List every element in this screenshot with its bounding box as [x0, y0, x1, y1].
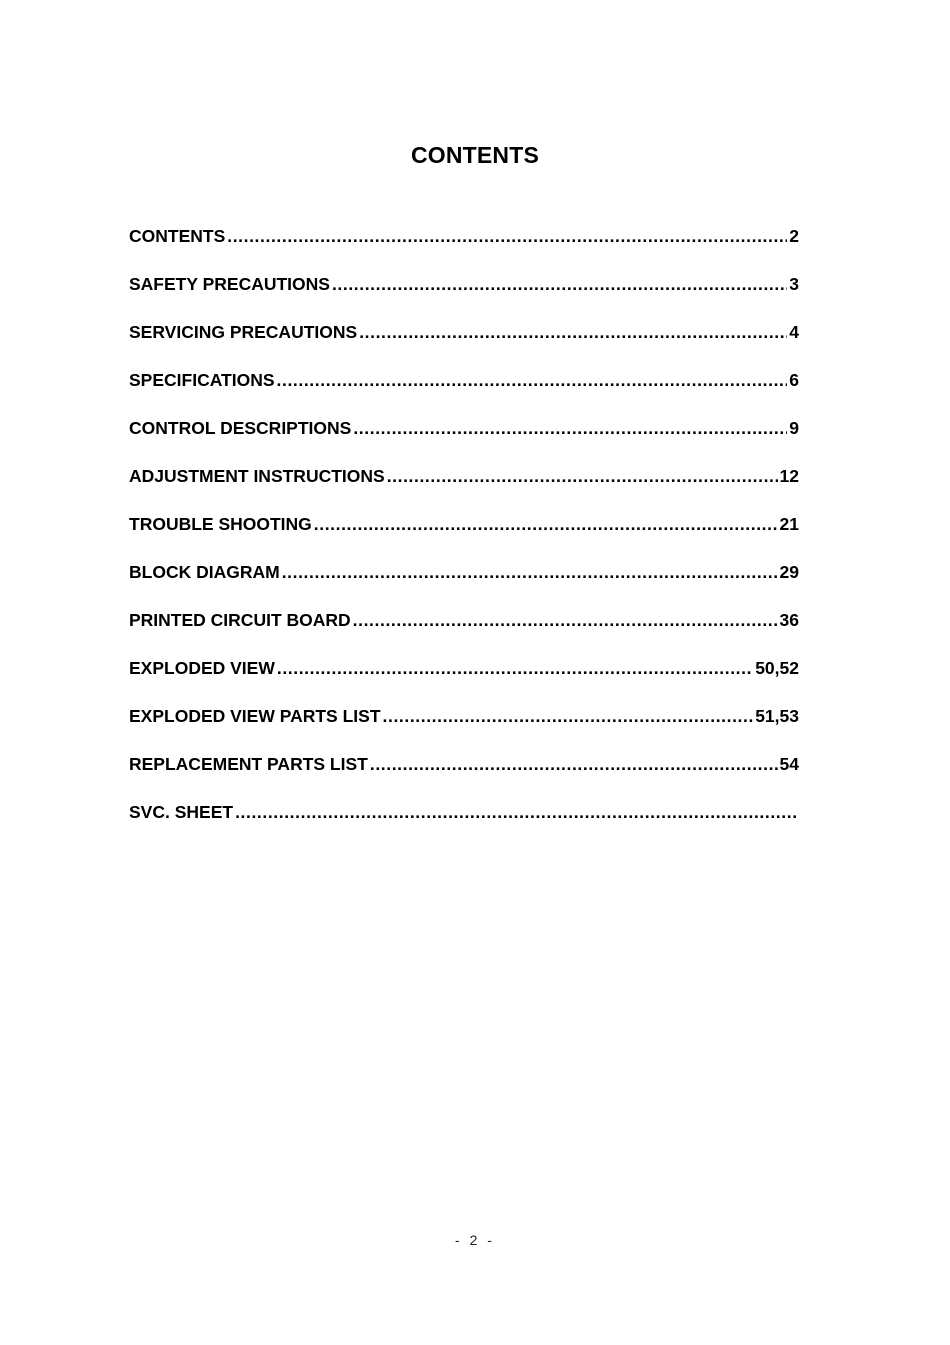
toc-entry-page: 4	[789, 322, 799, 342]
toc-entry-page: 9	[789, 418, 799, 438]
toc-entry-page: 36	[779, 610, 799, 630]
toc-leader-dots	[282, 562, 778, 583]
toc-entry-label: SERVICING PRECAUTIONS	[129, 322, 358, 342]
toc-leader-dots	[235, 802, 797, 823]
toc-entry-label: REPLACEMENT PARTS LIST	[129, 754, 368, 774]
toc-entry-label: EXPLODED VIEW	[129, 658, 275, 678]
toc-entry-label: PRINTED CIRCUIT BOARD	[129, 610, 351, 630]
toc-entry-page: 50,52	[755, 658, 799, 678]
toc-entry-page: 51,53	[755, 706, 799, 726]
toc-leader-dots	[332, 274, 787, 295]
toc-entry-label: BLOCK DIAGRAM	[129, 562, 280, 582]
toc-leader-dots	[387, 466, 778, 487]
toc-entry-page: 12	[779, 466, 799, 486]
toc-leader-dots	[227, 226, 787, 247]
table-of-contents	[129, 226, 799, 850]
toc-entry-page: 29	[779, 562, 799, 582]
toc-entry-exploded-view-parts-list[interactable]	[129, 706, 799, 754]
toc-entry-page: 2	[789, 226, 799, 246]
toc-entry-label: CONTROL DESCRIPTIONS	[129, 418, 352, 438]
toc-entry-page: 6	[789, 370, 799, 390]
toc-entry-label: SVC. SHEET	[129, 802, 234, 822]
toc-entry-block-diagram[interactable]	[129, 562, 799, 610]
toc-entry-trouble-shooting[interactable]	[129, 514, 799, 562]
toc-entry-page: 54	[779, 754, 799, 774]
toc-entry-label: TROUBLE SHOOTING	[129, 514, 312, 534]
toc-entry-contents[interactable]	[129, 226, 799, 274]
toc-entry-control-descriptions[interactable]	[129, 418, 799, 466]
toc-leader-dots	[383, 706, 754, 727]
toc-entry-page: 3	[789, 274, 799, 294]
toc-leader-dots	[314, 514, 778, 535]
toc-entry-label: CONTENTS	[129, 226, 226, 246]
toc-entry-label: SAFETY PRECAUTIONS	[129, 274, 330, 294]
toc-entry-label: ADJUSTMENT INSTRUCTIONS	[129, 466, 385, 486]
toc-entry-specifications[interactable]	[129, 370, 799, 418]
toc-leader-dots	[370, 754, 778, 775]
toc-entry-exploded-view[interactable]	[129, 658, 799, 706]
page-title: CONTENTS	[410, 142, 540, 169]
toc-leader-dots	[277, 658, 753, 679]
page-number: - 2 -	[455, 1232, 495, 1248]
toc-entry-label: EXPLODED VIEW PARTS LIST	[129, 706, 381, 726]
toc-entry-adjustment-instructions[interactable]	[129, 466, 799, 514]
toc-entry-safety-precautions[interactable]	[129, 274, 799, 322]
toc-leader-dots	[359, 322, 787, 343]
toc-entry-svc-sheet[interactable]	[129, 802, 799, 850]
toc-leader-dots	[277, 370, 788, 391]
toc-entry-printed-circuit-board[interactable]	[129, 610, 799, 658]
toc-entry-page: 21	[779, 514, 799, 534]
toc-entry-label: SPECIFICATIONS	[129, 370, 275, 390]
toc-leader-dots	[353, 418, 787, 439]
toc-entry-servicing-precautions[interactable]	[129, 322, 799, 370]
toc-entry-replacement-parts-list[interactable]	[129, 754, 799, 802]
toc-leader-dots	[353, 610, 778, 631]
